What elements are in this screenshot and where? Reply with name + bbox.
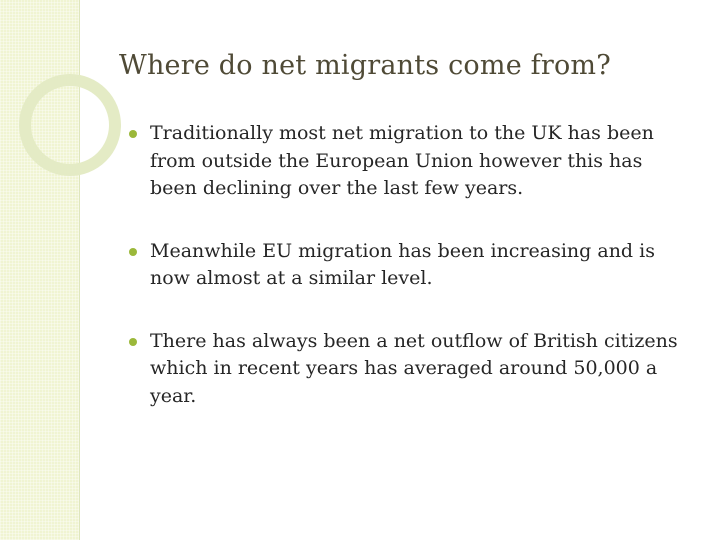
bullet-item: [128, 120, 688, 203]
slide-title: Where do net migrants come from?: [119, 50, 611, 81]
bullet-dot-icon: [129, 248, 137, 256]
bullet-dot-icon: [129, 130, 137, 138]
bullet-dot-icon: [129, 338, 137, 346]
bullet-item: [128, 238, 688, 293]
bullet-item: [128, 328, 688, 411]
bullet-list: [128, 120, 688, 445]
bullet-text: Traditionally most net migration to the UK has been from outside the European Union however this has been declining over the last few years.: [150, 122, 654, 199]
bullet-text: There has always been a net outflow of British citizens which in recent years has averaged around 50,000 a year.: [150, 329, 678, 407]
bullet-text: Meanwhile EU migration has been increasing and is now almost at a similar level.: [150, 239, 655, 289]
decorative-ring-icon: [0, 0, 140, 220]
